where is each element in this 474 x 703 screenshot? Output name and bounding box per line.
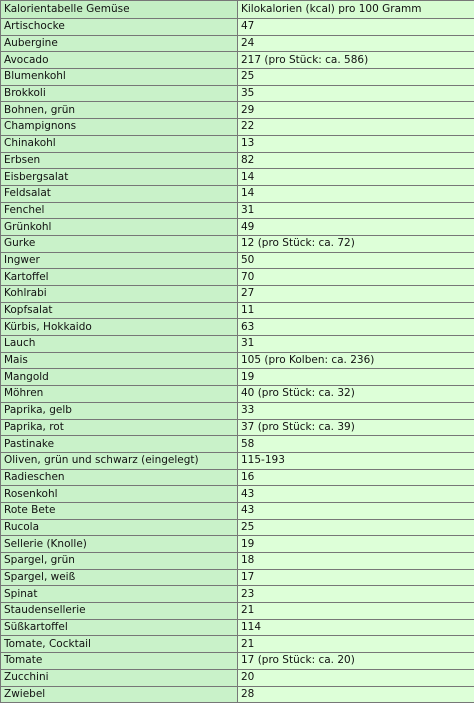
table-row: [1, 469, 474, 486]
kcal-value-cell: 37 (pro Stück: ca. 39): [238, 419, 474, 436]
kcal-value-cell: 105 (pro Kolben: ca. 236): [238, 352, 474, 369]
table-row: [1, 269, 474, 286]
column-header-kcal: Kilokalorien (kcal) pro 100 Gramm: [238, 1, 474, 19]
kcal-value-cell: 28: [238, 686, 474, 703]
kcal-value-cell: 17 (pro Stück: ca. 20): [238, 653, 474, 670]
vegetable-name-cell: Mangold: [1, 369, 238, 386]
vegetable-name-cell: Spargel, grün: [1, 553, 238, 570]
kcal-value-cell: 24: [238, 35, 474, 52]
table-row: [1, 669, 474, 686]
kcal-value-cell: 49: [238, 219, 474, 236]
kcal-value-cell: 11: [238, 302, 474, 319]
table-row: [1, 286, 474, 303]
kcal-value-cell: 50: [238, 252, 474, 269]
vegetable-name-cell: Kohlrabi: [1, 286, 238, 303]
kcal-value-cell: 19: [238, 369, 474, 386]
kcal-value-cell: 18: [238, 553, 474, 570]
vegetable-name-cell: Ingwer: [1, 252, 238, 269]
kcal-value-cell: 25: [238, 69, 474, 86]
vegetable-name-cell: Radieschen: [1, 469, 238, 486]
vegetable-name-cell: Brokkoli: [1, 85, 238, 102]
kcal-value-cell: 14: [238, 185, 474, 202]
kcal-value-cell: 29: [238, 102, 474, 119]
kcal-value-cell: 31: [238, 202, 474, 219]
table-row: [1, 386, 474, 403]
table-row: [1, 69, 474, 86]
kcal-value-cell: 70: [238, 269, 474, 286]
vegetable-name-cell: Spinat: [1, 586, 238, 603]
vegetable-name-cell: Staudensellerie: [1, 603, 238, 620]
table-row: [1, 319, 474, 336]
table-row: [1, 369, 474, 386]
vegetable-name-cell: Kopfsalat: [1, 302, 238, 319]
vegetable-name-cell: Grünkohl: [1, 219, 238, 236]
table-row: [1, 569, 474, 586]
table-header-row: [1, 1, 474, 19]
table-row: [1, 19, 474, 36]
kcal-value-cell: 82: [238, 152, 474, 169]
table-row: [1, 436, 474, 453]
table-row: [1, 519, 474, 536]
table-row: [1, 235, 474, 252]
vegetable-name-cell: Lauch: [1, 336, 238, 353]
table-row: [1, 252, 474, 269]
vegetable-name-cell: Aubergine: [1, 35, 238, 52]
vegetable-name-cell: Bohnen, grün: [1, 102, 238, 119]
kcal-value-cell: 25: [238, 519, 474, 536]
kcal-value-cell: 47: [238, 19, 474, 36]
table-row: [1, 35, 474, 52]
vegetable-name-cell: Kartoffel: [1, 269, 238, 286]
table-row: [1, 636, 474, 653]
vegetable-name-cell: Oliven, grün und schwarz (eingelegt): [1, 452, 238, 469]
table-row: [1, 536, 474, 553]
kcal-value-cell: 12 (pro Stück: ca. 72): [238, 235, 474, 252]
vegetable-name-cell: Zwiebel: [1, 686, 238, 703]
kcal-value-cell: 43: [238, 486, 474, 503]
vegetable-name-cell: Chinakohl: [1, 135, 238, 152]
vegetable-name-cell: Mais: [1, 352, 238, 369]
kcal-value-cell: 20: [238, 669, 474, 686]
table-row: [1, 653, 474, 670]
table-row: [1, 185, 474, 202]
kcal-value-cell: 63: [238, 319, 474, 336]
kcal-value-cell: 40 (pro Stück: ca. 32): [238, 386, 474, 403]
table-row: [1, 352, 474, 369]
vegetable-name-cell: Tomate: [1, 653, 238, 670]
vegetable-name-cell: Gurke: [1, 235, 238, 252]
table-row: [1, 85, 474, 102]
vegetable-name-cell: Süßkartoffel: [1, 619, 238, 636]
vegetable-name-cell: Eisbergsalat: [1, 169, 238, 186]
table-row: [1, 202, 474, 219]
table-row: [1, 486, 474, 503]
table-row: [1, 502, 474, 519]
kcal-value-cell: 16: [238, 469, 474, 486]
table-row: [1, 336, 474, 353]
table-row: [1, 152, 474, 169]
vegetable-name-cell: Tomate, Cocktail: [1, 636, 238, 653]
kcal-value-cell: 217 (pro Stück: ca. 586): [238, 52, 474, 69]
table-row: [1, 402, 474, 419]
kcal-value-cell: 22: [238, 119, 474, 136]
table-row: [1, 619, 474, 636]
table-row: [1, 452, 474, 469]
table-row: [1, 586, 474, 603]
kcal-value-cell: 21: [238, 636, 474, 653]
table-row: [1, 603, 474, 620]
vegetable-name-cell: Rosenkohl: [1, 486, 238, 503]
vegetable-name-cell: Fenchel: [1, 202, 238, 219]
vegetable-name-cell: Spargel, weiß: [1, 569, 238, 586]
vegetable-name-cell: Möhren: [1, 386, 238, 403]
table-body: [1, 19, 474, 703]
table-row: [1, 686, 474, 703]
table-row: [1, 169, 474, 186]
vegetable-name-cell: Feldsalat: [1, 185, 238, 202]
table-row: [1, 52, 474, 69]
table-row: [1, 419, 474, 436]
kcal-value-cell: 27: [238, 286, 474, 303]
vegetable-name-cell: Erbsen: [1, 152, 238, 169]
kcal-value-cell: 17: [238, 569, 474, 586]
kcal-value-cell: 43: [238, 502, 474, 519]
vegetable-name-cell: Pastinake: [1, 436, 238, 453]
vegetable-name-cell: Paprika, rot: [1, 419, 238, 436]
table-row: [1, 302, 474, 319]
column-header-vegetable: Kalorientabelle Gemüse: [1, 1, 238, 19]
kcal-value-cell: 13: [238, 135, 474, 152]
kcal-value-cell: 14: [238, 169, 474, 186]
kcal-value-cell: 23: [238, 586, 474, 603]
vegetable-name-cell: Paprika, gelb: [1, 402, 238, 419]
table-row: [1, 553, 474, 570]
vegetable-name-cell: Artischocke: [1, 19, 238, 36]
kcal-value-cell: 58: [238, 436, 474, 453]
vegetable-name-cell: Rucola: [1, 519, 238, 536]
kcal-value-cell: 33: [238, 402, 474, 419]
kcal-value-cell: 35: [238, 85, 474, 102]
table-row: [1, 135, 474, 152]
kcal-value-cell: 31: [238, 336, 474, 353]
table-row: [1, 102, 474, 119]
kcal-value-cell: 21: [238, 603, 474, 620]
vegetable-name-cell: Blumenkohl: [1, 69, 238, 86]
table-row: [1, 119, 474, 136]
kcal-value-cell: 114: [238, 619, 474, 636]
table-row: [1, 219, 474, 236]
vegetable-name-cell: Zucchini: [1, 669, 238, 686]
kcal-value-cell: 19: [238, 536, 474, 553]
vegetable-name-cell: Rote Bete: [1, 502, 238, 519]
vegetable-name-cell: Champignons: [1, 119, 238, 136]
vegetable-name-cell: Avocado: [1, 52, 238, 69]
vegetable-name-cell: Kürbis, Hokkaido: [1, 319, 238, 336]
kcal-value-cell: 115-193: [238, 452, 474, 469]
vegetable-name-cell: Sellerie (Knolle): [1, 536, 238, 553]
